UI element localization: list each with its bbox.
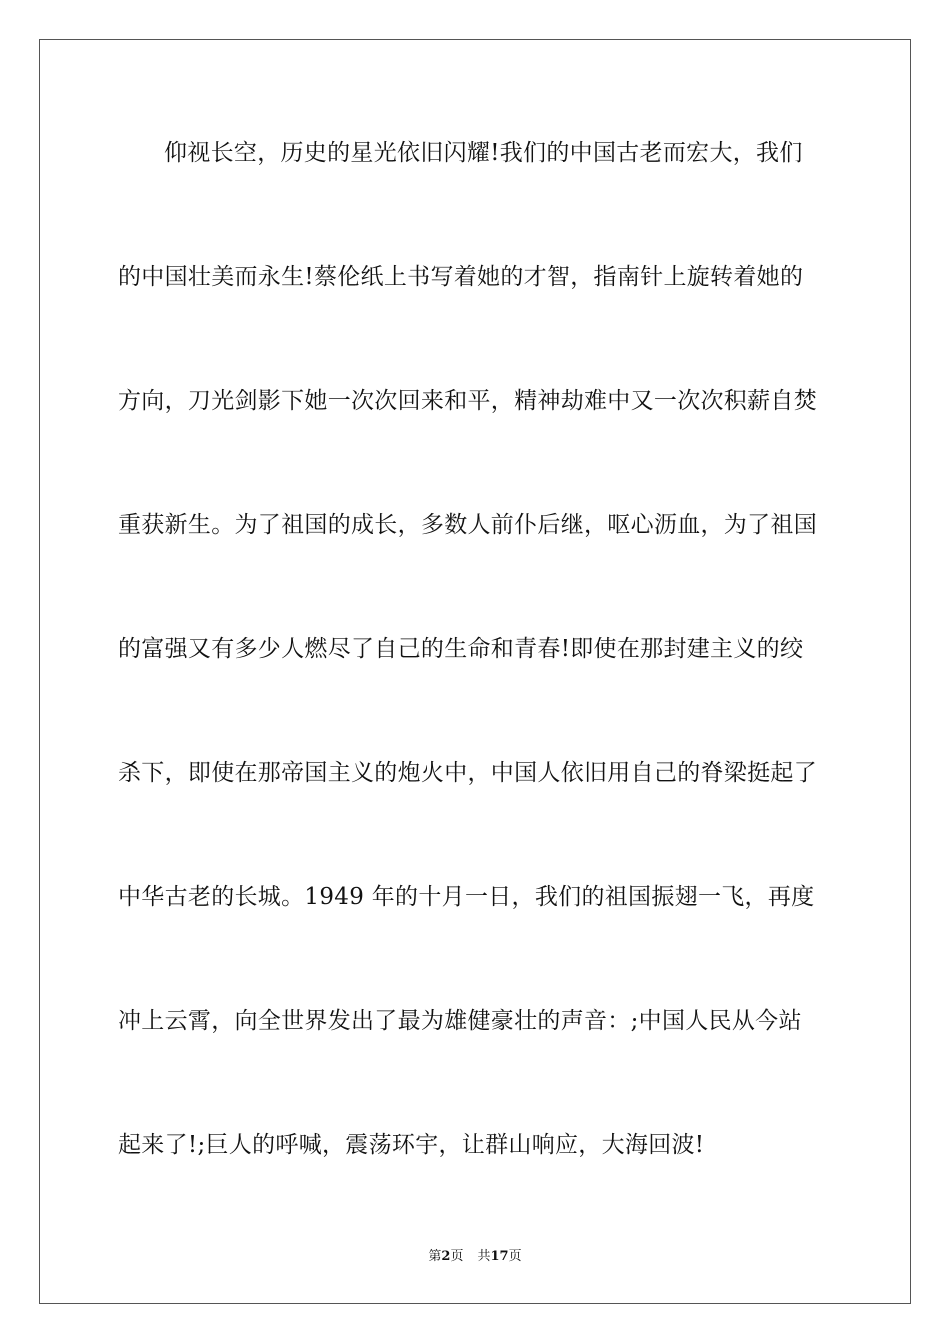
total-label-prefix: 共 <box>477 1249 491 1264</box>
paragraph-line: 冲上云霄，向全世界发出了最为雄健豪壮的声音：;中国人民从今站 <box>118 1008 802 1034</box>
paragraph-line: 的中国壮美而永生!蔡伦纸上书写着她的才智，指南针上旋转着她的 <box>118 264 804 290</box>
page-number: 2 <box>441 1249 451 1264</box>
paragraph-line: 起来了!;巨人的呼喊，震荡环宇，让群山响应，大海回波! <box>118 1132 705 1158</box>
document-body <box>118 122 834 1238</box>
page-label-suffix: 页 <box>450 1249 464 1264</box>
paragraph-line: 杀下，即使在那帝国主义的炮火中，中国人依旧用自己的脊梁挺起了 <box>118 760 817 786</box>
paragraph-line: 重获新生。为了祖国的成长，多数人前仆后继，呕心沥血，为了祖国 <box>118 512 817 538</box>
page-footer <box>0 1249 950 1265</box>
paragraph-line: 方向，刀光剑影下她一次次回来和平，精神劫难中又一次次积薪自焚 <box>118 388 817 414</box>
paragraph-line: 的富强又有多少人燃尽了自己的生命和青春!即使在那封建主义的绞 <box>118 636 804 662</box>
paragraph-line: 仰视长空，历史的星光依旧闪耀!我们的中国古老而宏大，我们 <box>164 140 803 166</box>
page-label-prefix: 第 <box>428 1249 442 1264</box>
total-pages: 17 <box>490 1249 509 1264</box>
total-label-suffix: 页 <box>508 1249 522 1264</box>
paragraph-line: 中华古老的长城。1949 年的十月一日，我们的祖国振翅一飞，再度 <box>118 884 815 910</box>
